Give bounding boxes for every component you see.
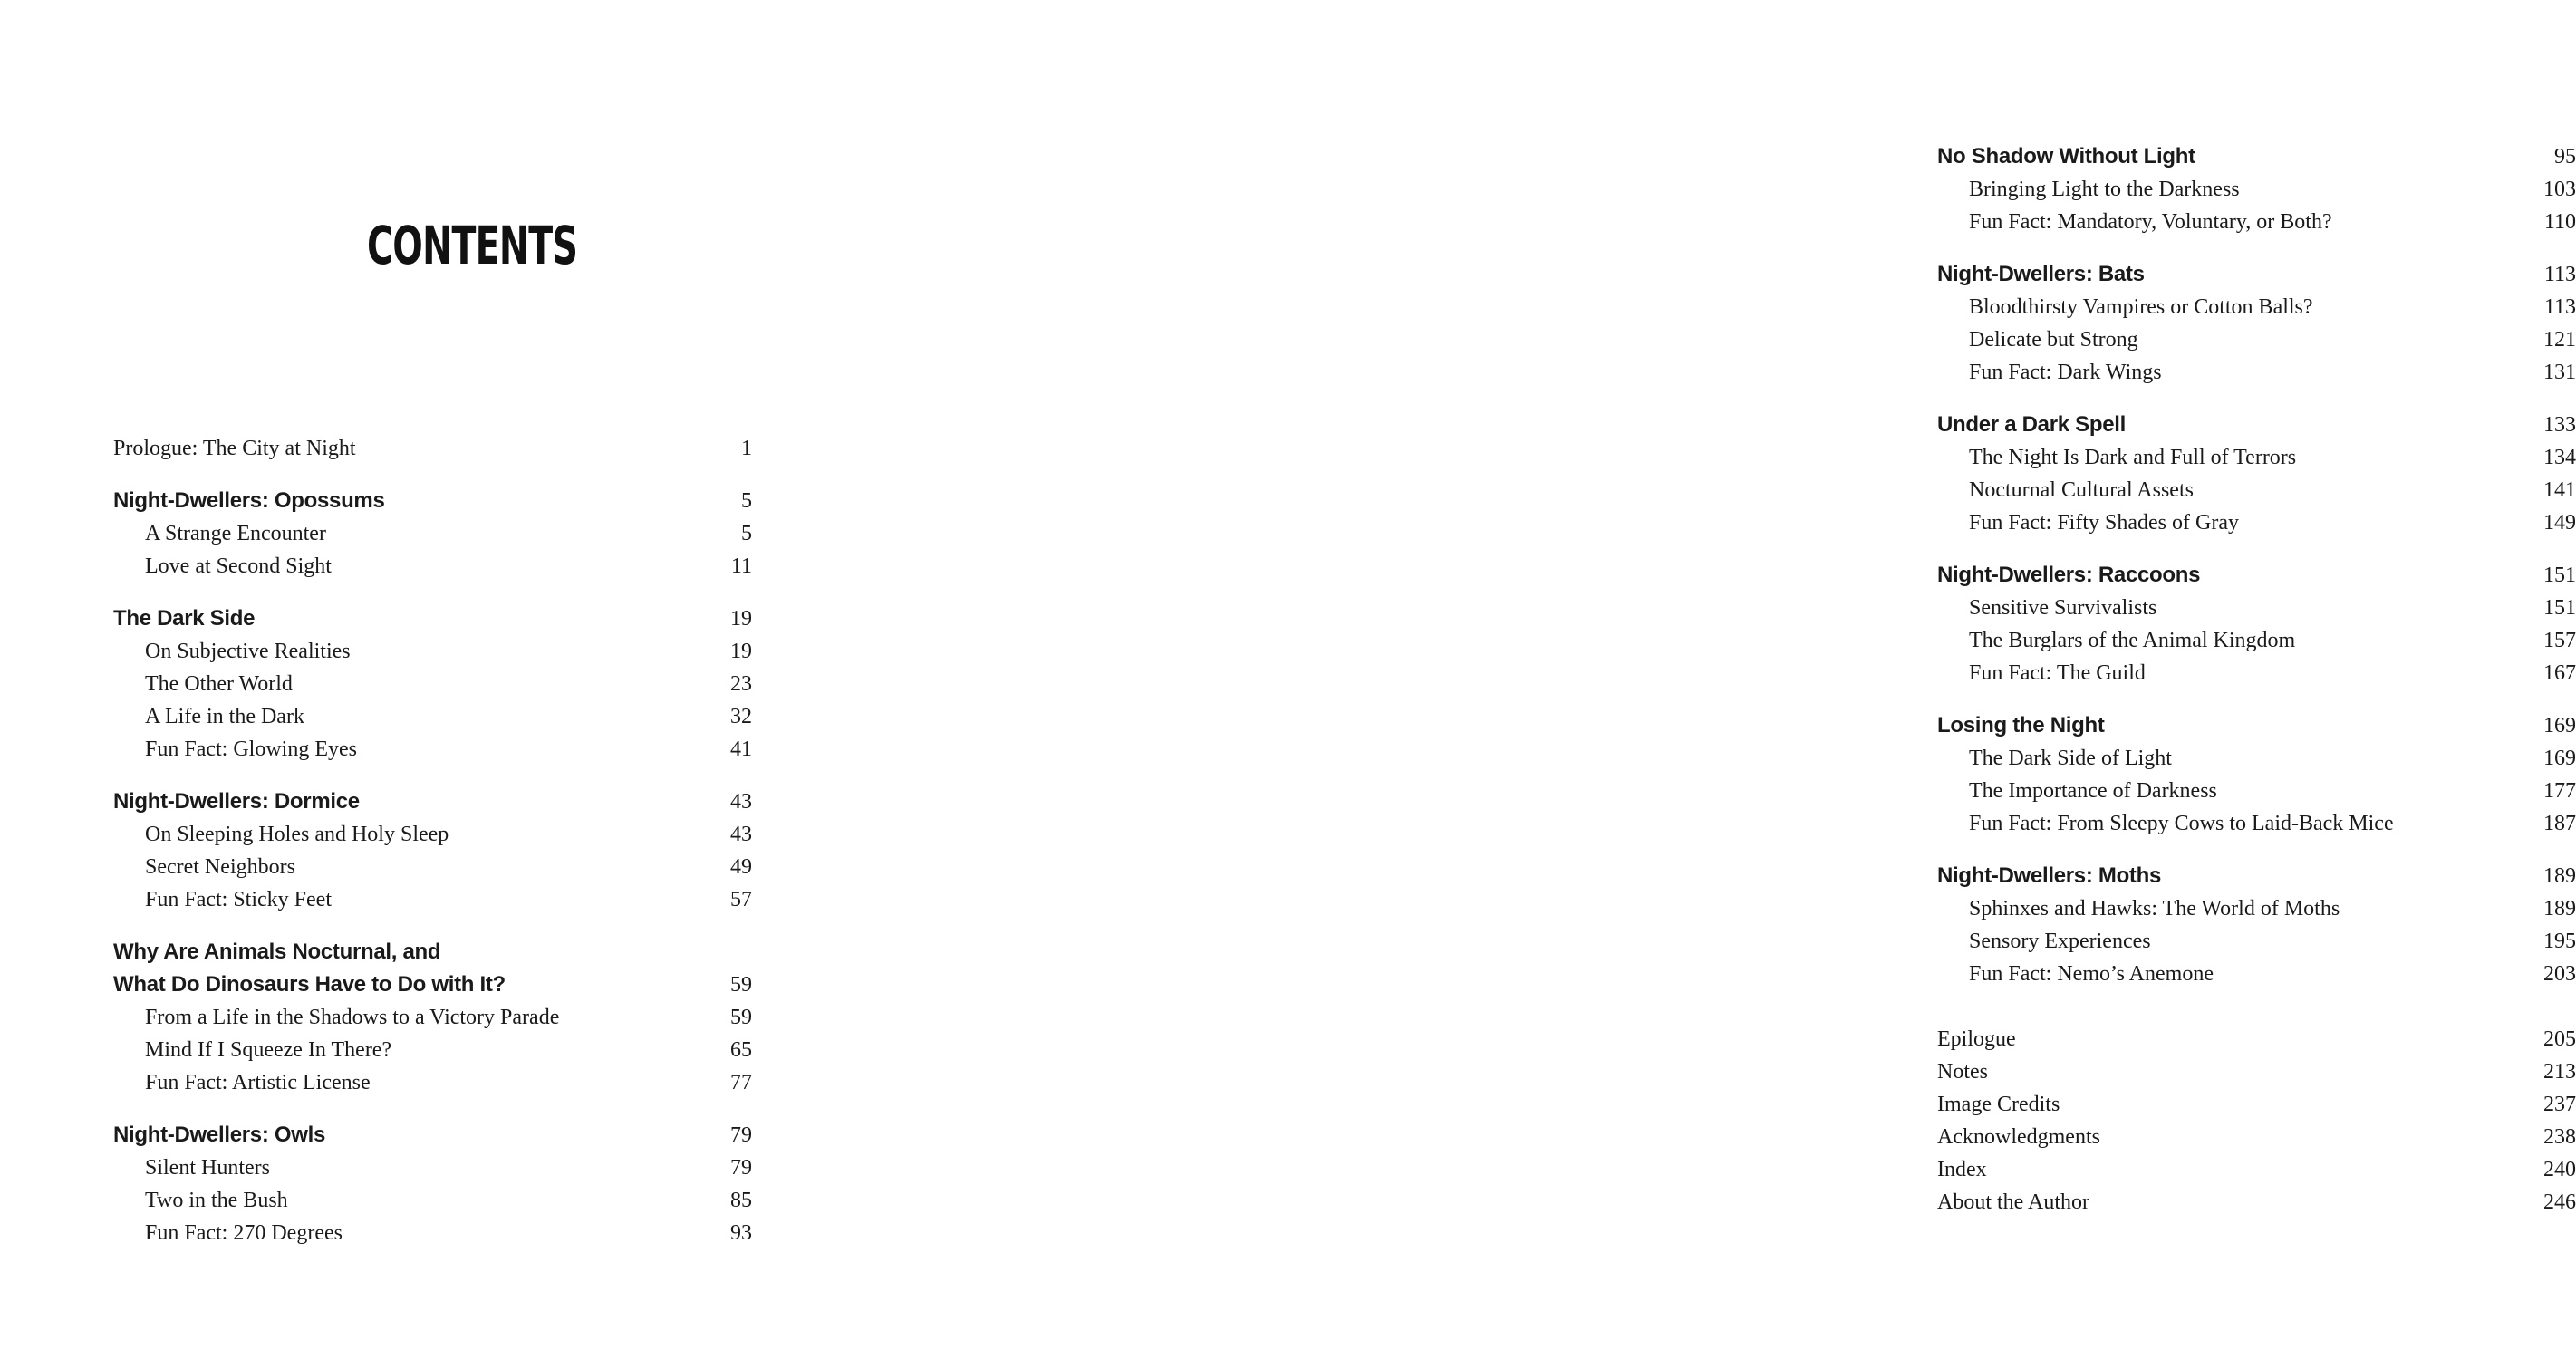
page-number: 79 xyxy=(730,1156,752,1180)
left-page xyxy=(0,0,906,1359)
page-number: 85 xyxy=(730,1189,752,1212)
subsection-entry-title: On Sleeping Holes and Holy Sleep xyxy=(145,823,449,846)
chapter-heading-title: Night-Dwellers: Opossums xyxy=(113,488,385,513)
toc-entry-title: Acknowledgments xyxy=(1937,1125,2100,1149)
chapter-heading-title: Under a Dark Spell xyxy=(1937,412,2127,437)
subsection-entry[interactable] xyxy=(113,1001,752,1034)
subsection-entry-title: Fun Fact: Artistic License xyxy=(145,1071,371,1094)
subsection-entry-title: From a Life in the Shadows to a Victory Parade xyxy=(145,1006,560,1029)
page-number: 189 xyxy=(2543,864,2576,888)
subsection-entry-title: Bloodthirsty Vampires or Cotton Balls? xyxy=(1969,295,2313,319)
subsection-entry[interactable] xyxy=(1937,958,2576,990)
toc-entry[interactable] xyxy=(1937,1121,2576,1153)
page-number: 203 xyxy=(2543,962,2576,986)
chapter-heading-title: Night-Dwellers: Moths xyxy=(1937,863,2162,888)
section-spacer xyxy=(1937,689,2576,709)
page-number: 133 xyxy=(2543,413,2576,437)
section-spacer xyxy=(1937,389,2576,409)
chapter-heading[interactable] xyxy=(1937,140,2576,173)
toc-entry-title: About the Author xyxy=(1937,1190,2089,1214)
chapter-heading[interactable] xyxy=(1937,258,2576,291)
subsection-entry[interactable] xyxy=(113,1066,752,1099)
subsection-entry[interactable] xyxy=(1937,657,2576,689)
page-number: 113 xyxy=(2543,295,2576,319)
chapter-heading-title: Night-Dwellers: Owls xyxy=(113,1123,326,1147)
toc-entry-title: Image Credits xyxy=(1937,1093,2060,1116)
subsection-entry-title: Sensory Experiences xyxy=(1969,930,2151,953)
chapter-heading[interactable] xyxy=(113,485,752,517)
subsection-entry-title: Fun Fact: The Guild xyxy=(1969,661,2146,685)
subsection-entry[interactable] xyxy=(1937,323,2576,356)
subsection-entry[interactable] xyxy=(113,700,752,733)
page-number: 169 xyxy=(2543,747,2576,770)
chapter-heading[interactable] xyxy=(1937,709,2576,742)
toc-entry[interactable] xyxy=(113,432,752,465)
chapter-heading-title: Why Are Animals Nocturnal, and xyxy=(113,940,441,964)
toc-left-column xyxy=(113,432,752,1249)
page-number: 149 xyxy=(2543,511,2576,535)
subsection-entry-title: The Importance of Darkness xyxy=(1969,779,2217,803)
page-number: 93 xyxy=(730,1221,752,1245)
subsection-entry[interactable] xyxy=(113,851,752,883)
subsection-entry-title: A Life in the Dark xyxy=(145,705,304,728)
page-number: 19 xyxy=(730,640,752,663)
page-number: 113 xyxy=(2543,263,2576,286)
chapter-heading-title: What Do Dinosaurs Have to Do with It? xyxy=(113,972,506,997)
subsection-entry[interactable] xyxy=(1937,356,2576,389)
subsection-entry[interactable] xyxy=(1937,173,2576,206)
subsection-entry[interactable] xyxy=(113,668,752,700)
section-spacer xyxy=(113,1099,752,1119)
toc-right-column xyxy=(1937,140,2576,1219)
subsection-entry-title: Fun Fact: Nemo’s Anemone xyxy=(1969,962,2214,986)
page-number: 65 xyxy=(730,1038,752,1062)
toc-entry[interactable] xyxy=(1937,1055,2576,1088)
chapter-heading-title: No Shadow Without Light xyxy=(1937,144,2195,169)
page-number: 32 xyxy=(730,705,752,728)
chapter-heading[interactable] xyxy=(113,602,752,635)
page-number: 169 xyxy=(2543,714,2576,737)
subsection-entry[interactable] xyxy=(1937,807,2576,840)
chapter-heading-title: Night-Dwellers: Bats xyxy=(1937,262,2145,286)
page-number: 59 xyxy=(730,1006,752,1029)
subsection-entry-title: Sensitive Survivalists xyxy=(1969,596,2157,620)
contents-heading: CONTENTS xyxy=(367,215,578,276)
subsection-entry-title: Nocturnal Cultural Assets xyxy=(1969,478,2194,502)
subsection-entry-title: Silent Hunters xyxy=(145,1156,270,1180)
subsection-entry[interactable] xyxy=(113,1152,752,1184)
subsection-entry-title: Two in the Bush xyxy=(145,1189,288,1212)
page-number: 157 xyxy=(2543,629,2576,652)
subsection-entry-title: Fun Fact: Fifty Shades of Gray xyxy=(1969,511,2239,535)
page-number: 205 xyxy=(2543,1027,2576,1051)
page-number: 187 xyxy=(2543,812,2576,835)
subsection-entry-title: A Strange Encounter xyxy=(145,522,326,545)
subsection-entry[interactable] xyxy=(113,818,752,851)
subsection-entry[interactable] xyxy=(1937,474,2576,506)
subsection-entry[interactable] xyxy=(1937,742,2576,775)
subsection-entry-title: The Night Is Dark and Full of Terrors xyxy=(1969,446,2297,469)
page-number: 43 xyxy=(730,790,752,814)
page-number: 151 xyxy=(2543,596,2576,620)
page-number: 79 xyxy=(730,1123,752,1147)
page-number: 77 xyxy=(730,1071,752,1094)
subsection-entry[interactable] xyxy=(1937,291,2576,323)
chapter-heading[interactable] xyxy=(113,969,752,1001)
chapter-heading[interactable] xyxy=(113,936,752,969)
page-number: 121 xyxy=(2543,328,2576,352)
chapter-heading-title: Losing the Night xyxy=(1937,713,2105,737)
section-spacer xyxy=(113,465,752,485)
page-number: 103 xyxy=(2543,178,2576,201)
subsection-entry[interactable] xyxy=(113,1034,752,1066)
page-number: 177 xyxy=(2543,779,2576,803)
right-page xyxy=(906,0,2576,1359)
subsection-entry[interactable] xyxy=(1937,925,2576,958)
subsection-entry-title: On Subjective Realities xyxy=(145,640,351,663)
chapter-heading-title: Night-Dwellers: Raccoons xyxy=(1937,563,2201,587)
page-number: 57 xyxy=(730,888,752,911)
page-number: 23 xyxy=(730,672,752,696)
subsection-entry-title: Secret Neighbors xyxy=(145,855,295,879)
subsection-entry-title: The Other World xyxy=(145,672,293,696)
toc-entry[interactable] xyxy=(1937,1088,2576,1121)
chapter-heading[interactable] xyxy=(113,1119,752,1152)
subsection-entry-title: Fun Fact: Sticky Feet xyxy=(145,888,332,911)
section-spacer xyxy=(113,916,752,936)
page-number: 246 xyxy=(2543,1190,2576,1214)
page-number: 59 xyxy=(730,973,752,997)
subsection-entry-title: Fun Fact: Glowing Eyes xyxy=(145,737,357,761)
chapter-heading[interactable] xyxy=(1937,409,2576,441)
subsection-entry[interactable] xyxy=(1937,506,2576,539)
toc-entry-title: Prologue: The City at Night xyxy=(113,437,356,460)
section-spacer xyxy=(113,583,752,602)
page-number: 238 xyxy=(2543,1125,2576,1149)
page-number: 167 xyxy=(2543,661,2576,685)
subsection-entry[interactable] xyxy=(113,1184,752,1217)
subsection-entry[interactable] xyxy=(1937,624,2576,657)
page-number: 95 xyxy=(2554,145,2576,169)
subsection-entry-title: Fun Fact: 270 Degrees xyxy=(145,1221,343,1245)
section-spacer xyxy=(113,766,752,786)
subsection-entry[interactable] xyxy=(113,883,752,916)
subsection-entry[interactable] xyxy=(1937,592,2576,624)
page-number: 151 xyxy=(2543,564,2576,587)
subsection-entry[interactable] xyxy=(1937,775,2576,807)
toc-entry-title: Epilogue xyxy=(1937,1027,2016,1051)
page-number: 43 xyxy=(730,823,752,846)
page-number: 240 xyxy=(2543,1158,2576,1181)
section-spacer xyxy=(1937,238,2576,258)
subsection-entry[interactable] xyxy=(1937,206,2576,238)
page-number: 141 xyxy=(2543,478,2576,502)
subsection-entry-title: Sphinxes and Hawks: The World of Moths xyxy=(1969,897,2340,920)
subsection-entry[interactable] xyxy=(113,635,752,668)
toc-entry[interactable] xyxy=(1937,1153,2576,1186)
subsection-entry[interactable] xyxy=(113,733,752,766)
page-number: 237 xyxy=(2543,1093,2576,1116)
page-number: 134 xyxy=(2543,446,2576,469)
subsection-entry[interactable] xyxy=(1937,892,2576,925)
page-number: 213 xyxy=(2543,1060,2576,1084)
toc-entry-title: Notes xyxy=(1937,1060,1988,1084)
section-spacer xyxy=(1937,539,2576,559)
subsection-entry-title: Love at Second Sight xyxy=(145,554,332,578)
subsection-entry[interactable] xyxy=(113,550,752,583)
page-number: 131 xyxy=(2543,361,2576,384)
toc-entry-title: Index xyxy=(1937,1158,1987,1181)
subsection-entry-title: Fun Fact: From Sleepy Cows to Laid-Back Mice xyxy=(1969,812,2394,835)
toc-entry[interactable] xyxy=(1937,1023,2576,1055)
page-number: 195 xyxy=(2543,930,2576,953)
page-number: 189 xyxy=(2543,897,2576,920)
chapter-heading[interactable] xyxy=(1937,860,2576,892)
subsection-entry-title: Fun Fact: Mandatory, Voluntary, or Both? xyxy=(1969,210,2332,234)
chapter-heading[interactable] xyxy=(1937,559,2576,592)
section-spacer xyxy=(1937,840,2576,860)
subsection-entry-title: Mind If I Squeeze In There? xyxy=(145,1038,392,1062)
subsection-entry[interactable] xyxy=(113,517,752,550)
page-number: 41 xyxy=(730,737,752,761)
chapter-heading-title: The Dark Side xyxy=(113,606,256,631)
page-number: 5 xyxy=(741,522,752,545)
subsection-entry-title: Delicate but Strong xyxy=(1969,328,2138,352)
subsection-entry-title: The Dark Side of Light xyxy=(1969,747,2172,770)
subsection-entry[interactable] xyxy=(113,1217,752,1249)
chapter-heading-title: Night-Dwellers: Dormice xyxy=(113,789,360,814)
page-number: 19 xyxy=(730,607,752,631)
chapter-heading[interactable] xyxy=(113,786,752,818)
page-number: 1 xyxy=(741,437,752,460)
page-number: 11 xyxy=(730,554,752,578)
subsection-entry-title: Fun Fact: Dark Wings xyxy=(1969,361,2162,384)
section-spacer xyxy=(1937,990,2576,1023)
page-number: 110 xyxy=(2543,210,2576,234)
subsection-entry-title: The Burglars of the Animal Kingdom xyxy=(1969,629,2296,652)
subsection-entry-title: Bringing Light to the Darkness xyxy=(1969,178,2240,201)
subsection-entry[interactable] xyxy=(1937,441,2576,474)
toc-entry[interactable] xyxy=(1937,1186,2576,1219)
page-number: 49 xyxy=(730,855,752,879)
page-number: 5 xyxy=(741,489,752,513)
